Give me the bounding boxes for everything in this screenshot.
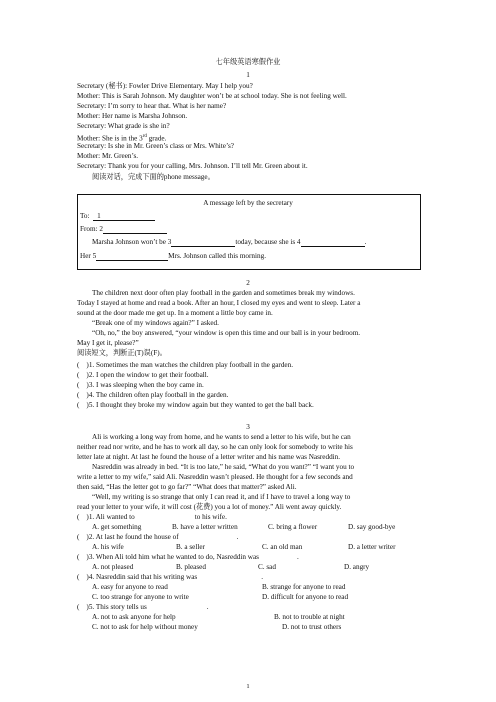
q3-option[interactable]: C. sad — [258, 563, 276, 571]
instruction-1: 阅读对话，完成下面的phone message。 — [92, 173, 215, 181]
paragraph-line: The children next door often play football in the garden and sometimes break my windows. — [92, 289, 355, 297]
page-number: 1 — [246, 683, 250, 690]
answer-blank-4[interactable] — [301, 238, 365, 247]
paragraph-line: then said, “Has the letter got to go far?” “What does that matter?” asked Ali. — [77, 483, 297, 491]
q1-option[interactable]: C. bring a flower — [268, 523, 318, 531]
q4-option[interactable]: B. strange for anyone to read — [262, 583, 346, 591]
answer-blank-3[interactable] — [171, 238, 235, 247]
dialogue-line: Secretary: What grade is she in? — [77, 122, 170, 130]
question-1[interactable]: ( )1. Ali wanted to to his wife. — [77, 513, 227, 521]
paragraph-line: “Well, my writing is so strange that only I can read it, and if I have to travel a long way to — [92, 493, 351, 501]
dialogue-line: Secretary: I’m sorry to hear that. What is her name? — [77, 102, 227, 110]
q2-option[interactable]: B. a seller — [176, 543, 205, 551]
answer-blank-2[interactable] — [103, 225, 167, 234]
question-5[interactable]: ( )5. This story tells us . — [77, 603, 209, 611]
q4-option[interactable]: A. easy for anyone to read — [92, 583, 168, 591]
q5-option[interactable]: C. not to ask for help without money — [92, 623, 198, 631]
answer-blank-5[interactable] — [96, 252, 168, 261]
q4-option[interactable]: D. difficult for anyone to read — [262, 593, 349, 601]
paragraph-line: read your letter to your wife, it will cost (花费) you a lot of money.” Ali went away quickly. — [77, 503, 342, 511]
dialogue-line-grade: Mother: She is in the 3rd grade. — [77, 134, 167, 143]
true-false-item[interactable]: ( )4. The children often play football in the garden. — [77, 391, 229, 399]
q1-option[interactable]: B. have a letter written — [172, 523, 238, 531]
true-false-item[interactable]: ( )2. I open the window to get their football. — [77, 371, 209, 379]
paragraph-line: write a letter to my wife,” said Ali. Nasreddin wasn’t pleased. He thought for a few seconds and — [77, 473, 353, 481]
section-2-number: 2 — [246, 279, 250, 287]
message-line-4: Her 5 Mrs. Johnson called this morning. — [80, 252, 266, 260]
message-from-line: From: 2 — [80, 225, 167, 234]
section-1-number: 1 — [246, 71, 250, 79]
answer-blank-1[interactable]: 1 — [93, 212, 155, 221]
q5-option[interactable]: B. not to trouble at night — [274, 613, 345, 621]
true-false-item[interactable]: ( )5. I thought they broke my window again but they wanted to get the ball back. — [77, 401, 314, 409]
dialogue-line: Secretary: Thank you for your calling, Mrs. Johnson. I’ll tell Mr. Green about it. — [77, 162, 308, 170]
message-title: A message left by the secretary — [203, 199, 293, 207]
paragraph-line: neither read nor write, and he has to work all day, so he can only look for somebody to write his — [77, 443, 353, 451]
q1-option[interactable]: A. get something — [92, 523, 142, 531]
q3-option[interactable]: A. not pleased — [92, 563, 134, 571]
dialogue-line: Mother: Mr. Green’s. — [77, 152, 139, 160]
dialogue-line: Secretary (秘书): Fowler Drive Elementary. May I help you? — [77, 82, 253, 90]
paragraph-line: “Oh, no,” the boy answered, “your window is open this time and our ball is in your bedroom. — [92, 329, 361, 337]
dialogue-line: Secretary: Is she in Mr. Green’s class or Mrs. White’s? — [77, 142, 234, 150]
q3-option[interactable]: B. pleased — [176, 563, 206, 571]
dialogue-line: Mother: This is Sarah Johnson. My daughter won’t be at school today. She is not feeling well. — [77, 92, 347, 100]
true-false-item[interactable]: ( )3. I was sleeping when the boy came in. — [77, 381, 204, 389]
q4-option[interactable]: C. too strange for anyone to write — [92, 593, 189, 601]
q2-option[interactable]: D. a letter writer — [348, 543, 396, 551]
question-2[interactable]: ( )2. At last he found the house of . — [77, 533, 239, 541]
paragraph-line: May I get it, please?” — [77, 339, 139, 347]
message-to-line: To: 1 — [80, 212, 155, 221]
paragraph-line: sound at the door made me get up. In a moment a little boy came in. — [77, 309, 273, 317]
message-line-3: Marsha Johnson won’t be 3 today, because she is 4 . — [92, 238, 367, 246]
q2-option[interactable]: A. his wife — [92, 543, 124, 551]
section-3-number: 3 — [246, 423, 250, 431]
q5-option[interactable]: A. not to ask anyone for help — [92, 613, 176, 621]
paragraph-line: “Break one of my windows again?” I asked. — [92, 319, 219, 327]
paragraph-line: Ali is working a long way from home, and he wants to send a letter to his wife, but he can — [92, 433, 351, 441]
q5-option[interactable]: D. not to trust others — [282, 623, 342, 631]
q1-option[interactable]: D. say good-bye — [348, 523, 396, 531]
paragraph-line: letter late at night. At last he found the house of a letter writer and his name was Nasreddin. — [77, 453, 341, 461]
question-3[interactable]: ( )3. When Ali told him what he wanted to do, Nasreddin was . — [77, 553, 299, 561]
paragraph-line: Nasreddin was already in bed. “It is too late,” he said, “What do you want?” “I want you to — [92, 463, 355, 471]
instruction-2: 阅读短文，判断正(T)误(F)。 — [77, 349, 167, 357]
document-title: 七年级英语寒假作业 — [215, 58, 281, 66]
q2-option[interactable]: C. an old man — [262, 543, 303, 551]
true-false-item[interactable]: ( )1. Sometimes the man watches the children play football in the garden. — [77, 361, 293, 369]
q3-option[interactable]: D. angry — [344, 563, 370, 571]
dialogue-line: Mother: Her name is Marsha Johnson. — [77, 112, 188, 120]
question-4[interactable]: ( )4. Nasreddin said that his writing was . — [77, 573, 264, 581]
paragraph-line: Today I stayed at home and read a book. After an hour, I closed my eyes and went to sleep. Later a — [77, 299, 361, 307]
